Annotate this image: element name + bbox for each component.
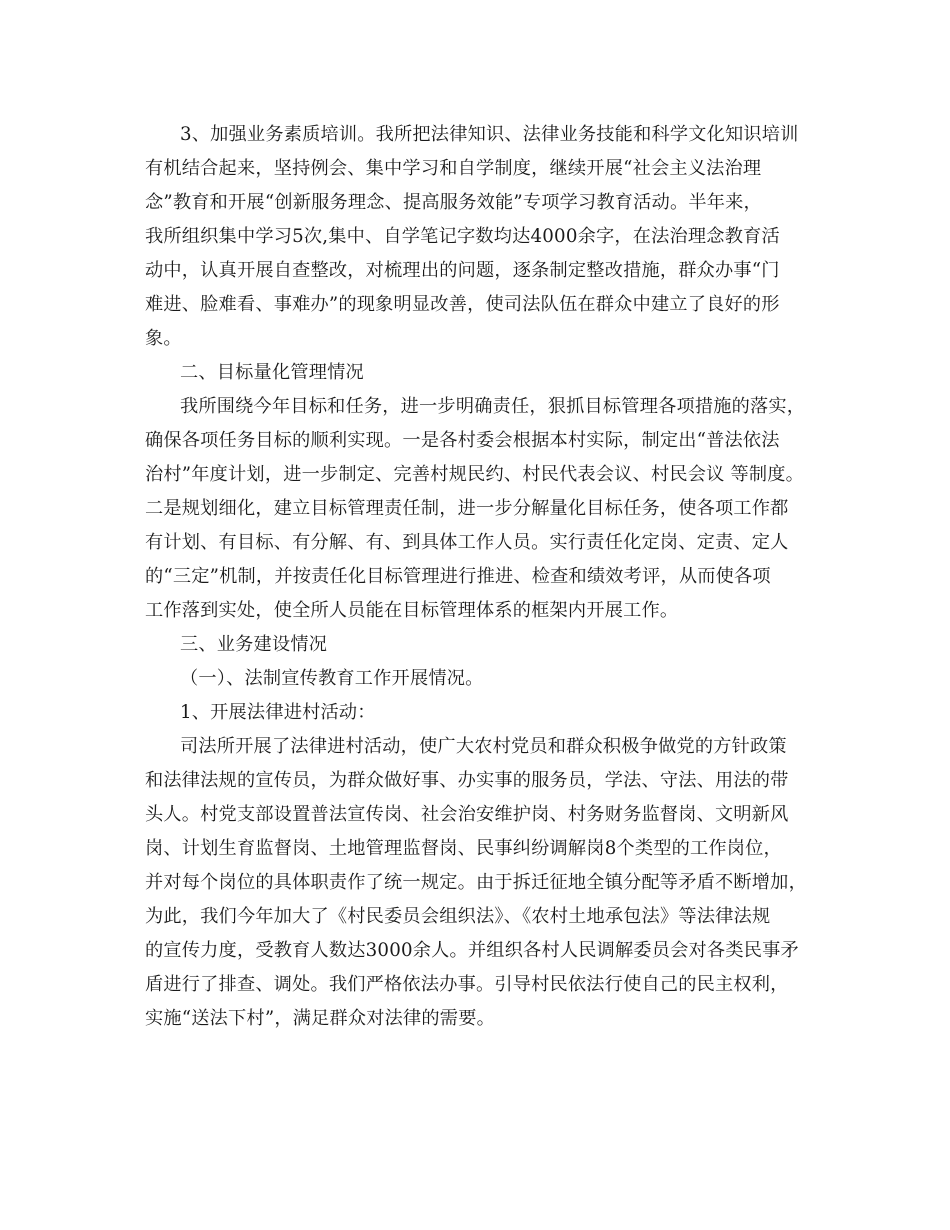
- paragraph-line: 工作落到实处，使全所人员能在目标管理体系的框架内开展工作。: [145, 600, 679, 621]
- paragraph-line: 岗、计划生育监督岗、土地管理监督岗、民事纠纷调解岗8个类型的工作岗位，: [145, 838, 782, 859]
- paragraph-line: 我所组织集中学习5次,集中、自学笔记字数均达4000余字，在法治理念教育活: [145, 226, 780, 247]
- paragraph-line: 头人。村党支部设置普法宣传岗、社会治安维护岗、村务财务监督岗、文明新风: [145, 804, 789, 825]
- paragraph-line: 二是规划细化，建立目标管理责任制，进一步分解量化目标任务，使各项工作都: [145, 498, 789, 519]
- paragraph-line: 难进、脸难看、事难办”的现象明显改善，使司法队伍在群众中建立了良好的形: [145, 294, 780, 315]
- paragraph-line: 和法律法规的宣传员，为群众做好事、办实事的服务员，学法、守法、用法的带: [145, 770, 789, 791]
- paragraph-line: 司法所开展了法律进村活动，使广大农村党员和群众积极争做党的方针政策: [180, 736, 787, 757]
- paragraph-line: 有计划、有目标、有分解、有、到具体工作人员。实行责任化定岗、定责、定人: [145, 532, 789, 553]
- paragraph-line: 的“三定”机制，并按责任化目标管理进行推进、检查和绩效考评，从而使各项: [145, 566, 771, 587]
- subsection-heading: （一）、法制宣传教育工作开展情况。: [180, 668, 484, 689]
- paragraph-line: 为此，我们今年加大了《村民委员会组织法》、《农村土地承包法》等法律法规: [145, 906, 771, 927]
- paragraph-line: 象。: [145, 328, 182, 349]
- paragraph-line: 我所围绕今年目标和任务，进一步明确责任，狠抓目标管理各项措施的落实，: [180, 396, 806, 417]
- paragraph-line: 治村”年度计划，进一步制定、完善村规民约、村民代表会议、村民会议 等制度。: [145, 464, 805, 485]
- paragraph-line: 3、加强业务素质培训。我所把法律知识、法律业务技能和科学文化知识培训: [180, 124, 799, 145]
- paragraph-line: 动中，认真开展自查整改，对梳理出的问题，逐条制定整改措施，群众办事“门: [145, 260, 780, 281]
- section-heading: 三、业务建设情况: [180, 634, 328, 655]
- subsection-heading: 1、开展法律进村活动：: [180, 702, 376, 723]
- section-heading: 二、目标量化管理情况: [180, 362, 364, 383]
- paragraph-line: 盾进行了排查、调处。我们严格依法办事。引导村民依法行使自己的民主权利，: [145, 974, 789, 995]
- paragraph-line: 念”教育和开展“创新服务理念、提高服务效能”专项学习教育活动。半年来，: [145, 192, 762, 213]
- paragraph-line: 确保各项任务目标的顺利实现。一是各村委会根据本村实际，制定出“普法依法: [145, 430, 780, 451]
- paragraph-line: 并对每个岗位的具体职责作了统一规定。由于拆迁征地全镇分配等矛盾不断增加，: [145, 872, 807, 893]
- paragraph-line: 的宣传力度，受教育人数达3000余人。并组织各村人民调解委员会对各类民事矛: [145, 940, 799, 961]
- paragraph-line: 实施“送法下村”，满足群众对法律的需要。: [145, 1008, 495, 1029]
- paragraph-line: 有机结合起来，坚持例会、集中学习和自学制度，继续开展“社会主义法治理: [145, 158, 762, 179]
